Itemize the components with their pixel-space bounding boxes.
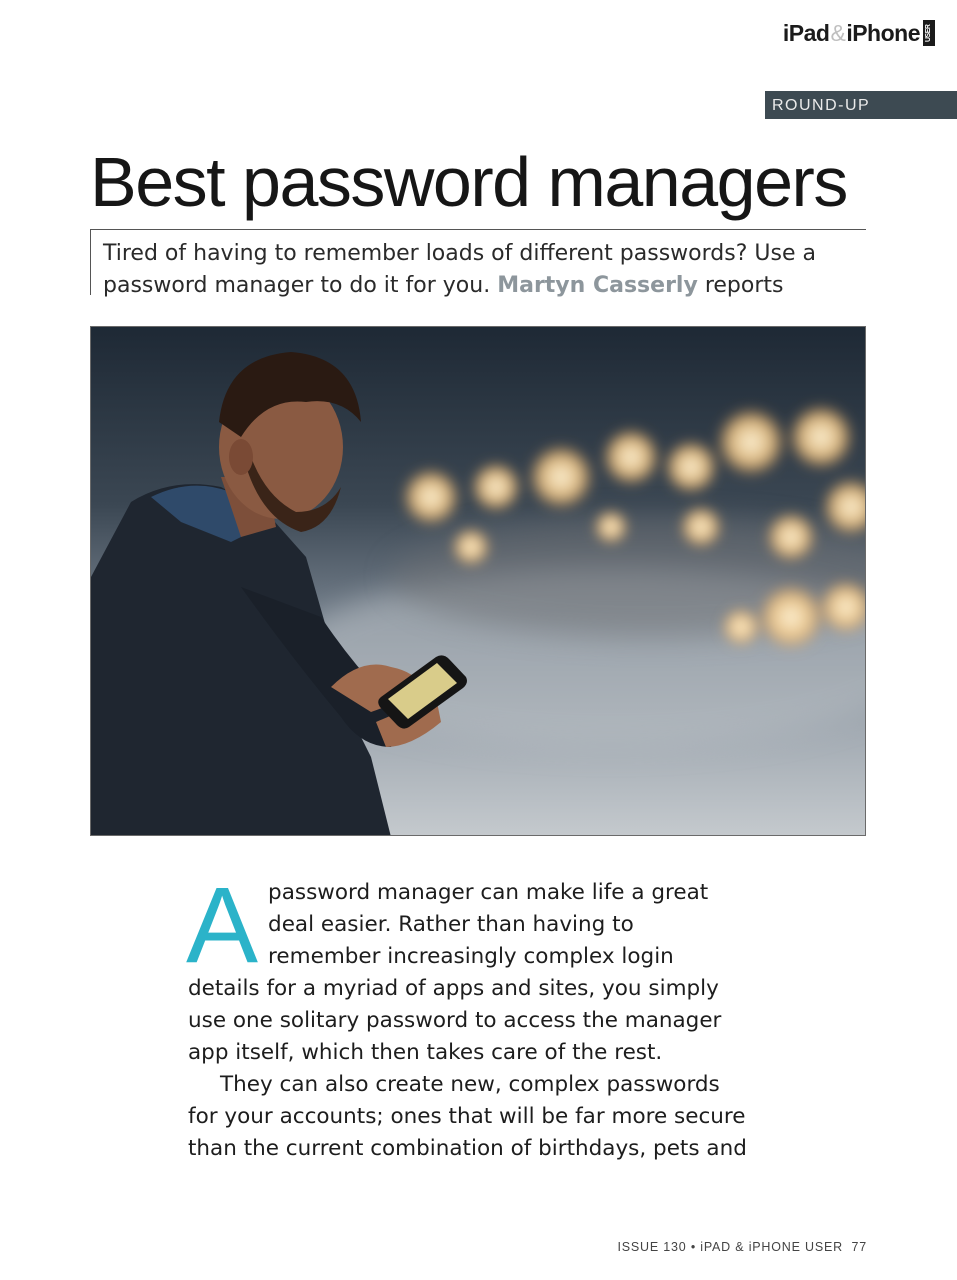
hero-photo: [90, 326, 866, 836]
hero-photo-illustration: [91, 327, 866, 836]
magazine-logo: [783, 18, 935, 48]
article-body: [186, 864, 748, 1165]
section-tag: ROUND-UP: [765, 91, 957, 119]
page-title: Best password managers: [90, 143, 847, 221]
logo-ampersand: &: [830, 19, 846, 46]
body-paragraph-2: They can also create new, complex passwords for your accounts; ones that will be far more secure than the current combination of birthdays, pets and: [188, 1072, 747, 1161]
page-footer: [618, 1240, 868, 1254]
logo-ipad-text: iPad: [782, 19, 830, 46]
body-paragraph-1-text: password manager can make life a great deal easier. Rather than having to remember increasingly complex login details for a myriad of apps and sites, you simply use one solitary password to access the manager app itself, which then takes care of the rest.: [188, 880, 722, 1065]
drop-cap: A: [186, 864, 259, 985]
standfirst-top-rule: [90, 229, 866, 230]
footer-issue-text: ISSUE 130 • iPAD & iPHONE USER: [617, 1240, 843, 1254]
standfirst: [103, 238, 863, 302]
page-number: 77: [851, 1240, 867, 1254]
standfirst-left-rule: [90, 229, 91, 295]
standfirst-text: Tired of having to remember loads of different passwords? Use a password manager to do it for you.: [103, 241, 816, 298]
author-byline: Martyn Casserly: [497, 273, 698, 298]
body-paragraph-1: [186, 864, 748, 1069]
logo-user-badge: USER: [923, 20, 935, 46]
standfirst-suffix: reports: [704, 273, 784, 298]
logo-iphone-text: iPhone: [846, 19, 920, 46]
